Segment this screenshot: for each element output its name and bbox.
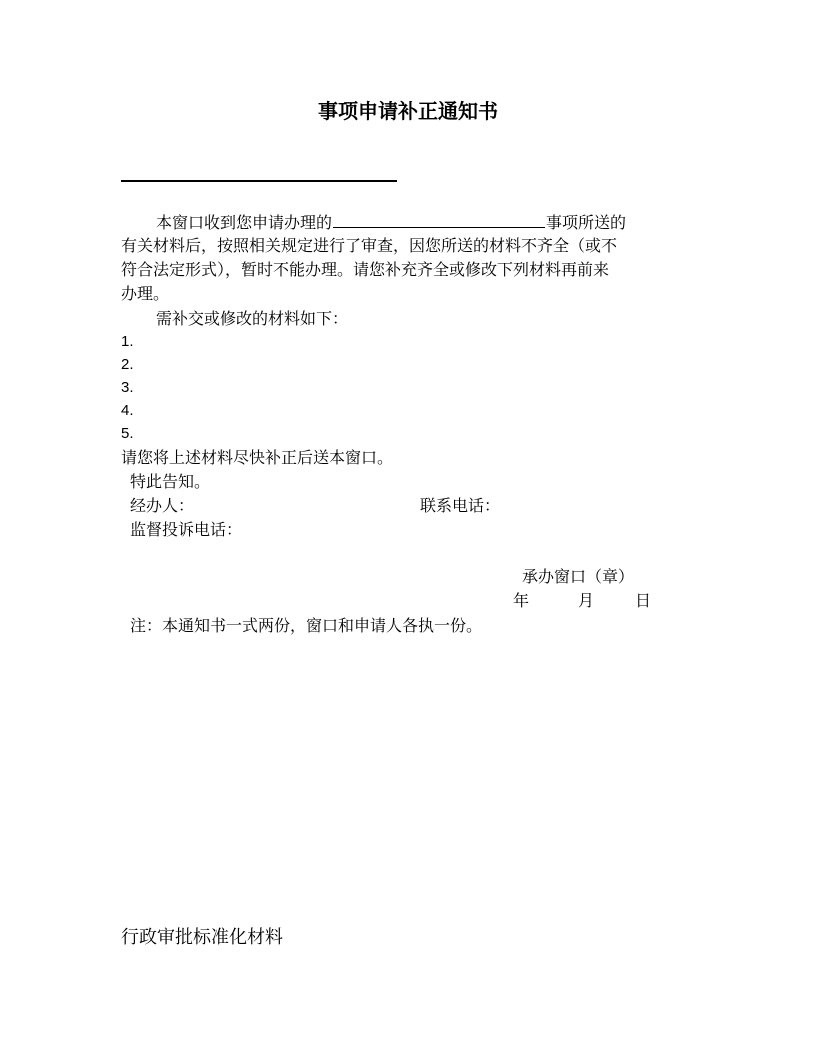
request-text: 请您将上述材料尽快补正后送本窗口。 — [121, 448, 394, 467]
note-text: 注：本通知书一式两份，窗口和申请人各执一份。 — [130, 616, 483, 635]
handler-label: 经办人： — [130, 496, 195, 515]
intro-line-2: 有关材料后，按照相关规定进行了审查，因您所送的材料不齐全（或不 — [121, 236, 618, 255]
list-item: 4. — [121, 402, 134, 419]
intro-line-3: 符合法定形式），暂时不能办理。请您补充齐全或修改下列材料再前来 — [121, 260, 610, 279]
complaint-label: 监督投诉电话： — [130, 520, 243, 539]
date-day: 日 — [635, 591, 652, 610]
date-year: 年 — [513, 591, 530, 610]
office-seal: 承办窗口（章） — [522, 567, 635, 586]
list-item: 1. — [121, 333, 134, 350]
intro-line-4: 办理。 — [121, 284, 170, 303]
notice-text: 特此告知。 — [130, 472, 211, 491]
materials-heading: 需补交或修改的材料如下： — [156, 309, 349, 328]
list-item: 2. — [121, 356, 134, 373]
page-title: 事项申请补正通知书 — [318, 99, 498, 123]
date-month: 月 — [578, 591, 595, 610]
list-item: 5. — [121, 425, 134, 442]
footer-text: 行政审批标准化材料 — [121, 927, 283, 948]
intro-suffix: 事项所送的 — [546, 213, 627, 232]
matter-blank-line — [333, 210, 545, 228]
contact-label: 联系电话： — [420, 496, 501, 515]
recipient-blank-line — [121, 180, 397, 182]
list-item: 3. — [121, 379, 134, 396]
intro-prefix: 本窗口收到您申请办理的 — [156, 213, 333, 232]
intro-line-1 — [156, 210, 626, 235]
